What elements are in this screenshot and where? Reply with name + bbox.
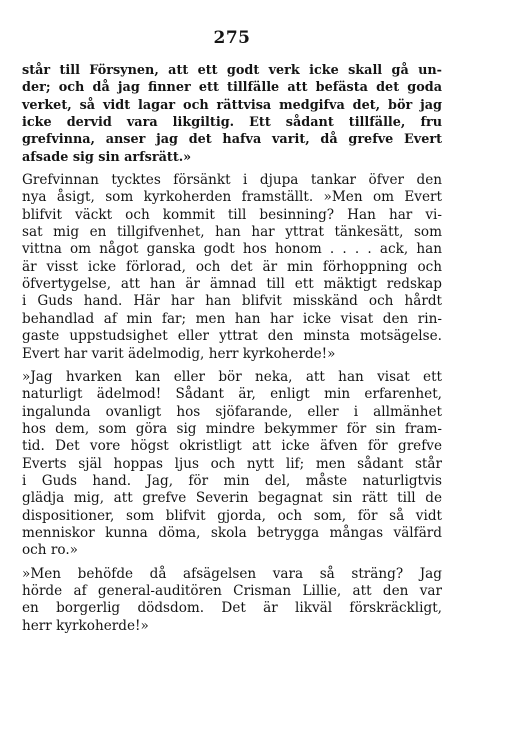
text-line: blifvit väckt och kommit till besinning? Han har vi- <box>22 206 442 223</box>
text-line: verket, så vidt lagar och rättvisa medgifva det, bör jag <box>22 97 442 113</box>
text-line: grefvinna, anser jag det hafva varit, då grefve Evert <box>22 132 442 148</box>
text-line: »Men behöfde då afsägelsen vara så sträng? Jag <box>22 565 442 582</box>
text-line: och ro.» <box>22 542 78 559</box>
text-line: herr kyrkoherde!» <box>22 617 149 634</box>
book-page <box>22 28 442 641</box>
text-line: en borgerlig dödsdom. Det är likväl förskräckligt, <box>22 600 442 617</box>
text-line: glädja mig, att grefve Severin begagnat sin rätt till de <box>22 490 442 507</box>
paragraph <box>22 566 442 635</box>
paragraph <box>22 369 442 560</box>
text-line: gaste uppstudsighet eller yttrat den minsta motsägelse. <box>22 328 442 345</box>
text-line: i Guds hand. Jag, för min del, måste naturligtvis <box>22 472 442 489</box>
text-line: är visst icke förlorad, och det är min förhoppning och <box>22 258 442 275</box>
text-line: tid. Det vore högst okristligt att icke äfven för grefve <box>22 438 442 455</box>
page-text-body <box>22 62 442 635</box>
page-number: 275 <box>213 28 251 48</box>
text-line: står till Försynen, att ett godt verk icke skall gå un- <box>22 63 442 78</box>
text-line: Evert har varit ädelmodig, herr kyrkoherde!» <box>22 345 336 362</box>
text-line: dispositioner, som blifvit gjorda, och som, för så vidt <box>22 507 442 524</box>
text-line: i Guds hand. Här har han blifvit misskänd och hårdt <box>22 293 442 310</box>
text-line: nya åsigt, som kyrkoherden framställt. »Men om Evert <box>22 189 442 206</box>
text-line: sat mig en tillgifvenhet, han har yttrat tänkesätt, som <box>22 224 442 241</box>
text-line: hörde af general-auditören Crisman Lillie, att den var <box>22 582 442 599</box>
text-line: Everts själ hoppas ljus och nytt lif; men sådant står <box>22 455 442 472</box>
text-line: ingalunda ovanligt hos sjöfarande, eller i allmänhet <box>22 403 442 420</box>
text-line: behandlad af min far; men han har icke visat den rin- <box>22 310 442 327</box>
text-line: »Jag hvarken kan eller bör neka, att han visat ett <box>22 368 442 385</box>
text-line: icke dervid vara likgiltig. Ett sådant tillfälle, fru <box>22 115 442 131</box>
paragraph <box>22 172 442 363</box>
text-line: menniskor kunna döma, skola betrygga mångas välfärd <box>22 524 442 541</box>
text-line: afsade sig sin arfsrätt.» <box>22 149 192 165</box>
text-line: naturligt ädelmod! Sådant är, enligt min erfarenhet, <box>22 386 442 403</box>
text-line: öfvertygelse, att han är ämnad till ett mäktigt redskap <box>22 276 442 293</box>
text-line: vittna om något ganska godt hos honom . . . . ack, han <box>22 241 442 258</box>
text-line: hos dem, som göra sig mindre bekymmer för sin fram- <box>22 420 442 437</box>
paragraph <box>22 62 442 166</box>
text-line: der; och då jag finner ett tillfälle att befästa det goda <box>22 80 442 96</box>
text-line: Grefvinnan tycktes försänkt i djupa tankar öfver den <box>22 172 442 189</box>
